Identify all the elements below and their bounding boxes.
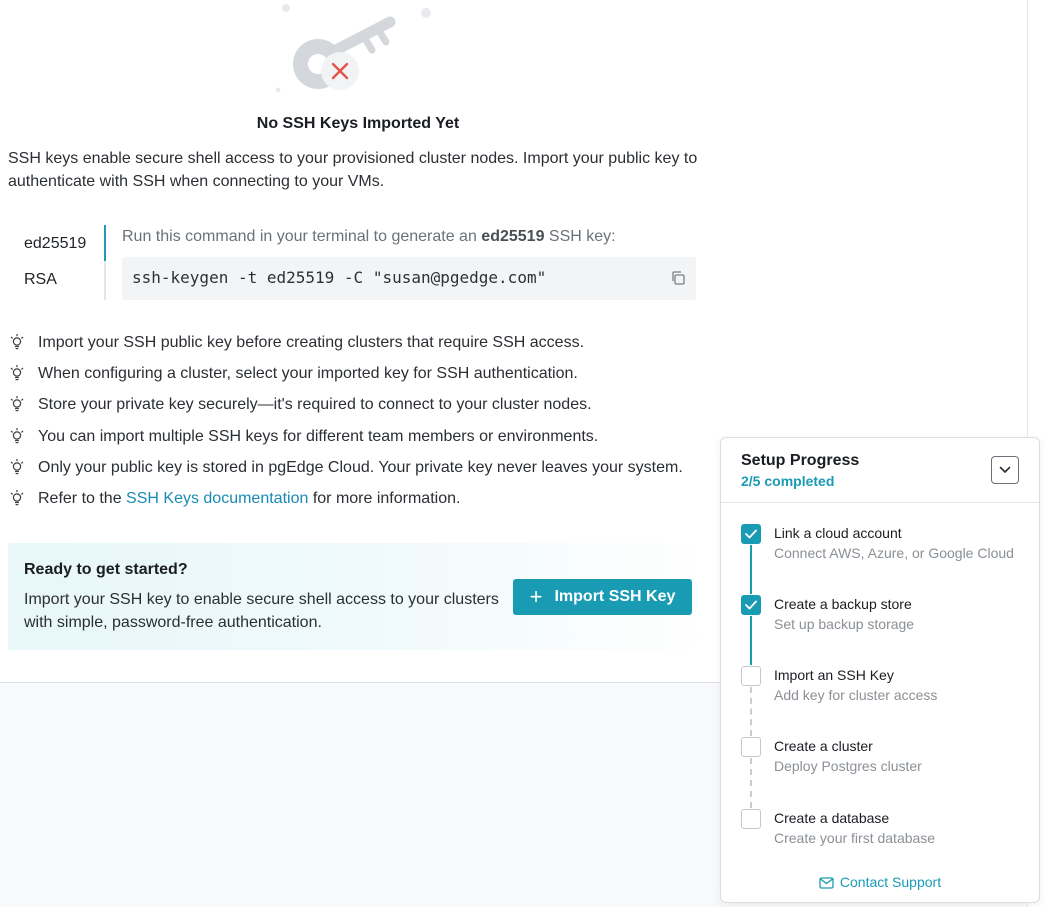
docs-tip-prefix: Refer to the xyxy=(38,489,127,507)
step-checkbox[interactable] xyxy=(741,809,761,829)
tip-item xyxy=(8,456,683,487)
tip-text: Store your private key securely—it's required to connect to your cluster nodes. xyxy=(38,396,592,414)
setup-step-import-ssh-key xyxy=(741,666,1031,706)
active-tab-indicator xyxy=(104,225,106,261)
tips-list xyxy=(8,331,683,518)
docs-tip-suffix: for more information. xyxy=(308,489,461,507)
lightbulb-icon xyxy=(10,365,24,381)
lightbulb-icon xyxy=(10,428,24,444)
setup-step-create-backup-store xyxy=(741,595,1031,635)
tab-rsa[interactable]: RSA xyxy=(24,271,57,288)
tip-item xyxy=(8,362,683,393)
setup-progress-title: Setup Progress xyxy=(741,452,860,469)
tab-indicator-rail xyxy=(104,225,106,300)
banner-body: Import your SSH key to enable secure shell access to your clusters with simple, password-free authentication. xyxy=(24,591,499,631)
contact-support-label: Contact Support xyxy=(839,874,942,890)
step-title: Import an SSH Key xyxy=(774,667,894,683)
import-button-label: Import SSH Key xyxy=(554,588,676,605)
tip-item xyxy=(8,331,683,362)
broken-key-illustration-icon xyxy=(270,0,440,100)
tip-text: When configuring a cluster, select your imported key for SSH authentication. xyxy=(38,365,578,383)
ssh-keys-docs-link[interactable]: SSH Keys documentation xyxy=(126,489,309,507)
step-title: Create a database xyxy=(774,810,890,826)
check-icon xyxy=(745,529,757,539)
mail-icon xyxy=(819,877,834,889)
step-title: Create a cluster xyxy=(774,738,873,754)
step-checkbox[interactable] xyxy=(741,595,761,615)
step-checkbox[interactable] xyxy=(741,737,761,757)
chevron-down-icon xyxy=(999,466,1011,474)
tab-ed25519[interactable]: ed25519 xyxy=(24,235,87,252)
step-checkbox[interactable] xyxy=(741,524,761,544)
contact-support-link[interactable] xyxy=(721,874,1039,890)
plus-icon: + xyxy=(529,584,543,609)
banner-title: Ready to get started? xyxy=(24,561,188,578)
tip-item-docs xyxy=(8,487,683,518)
lightbulb-icon xyxy=(10,396,24,412)
tip-text: Only your public key is stored in pgEdge Cloud. Your private key never leaves your system. xyxy=(38,458,683,476)
tip-text: You can import multiple SSH keys for different team members or environments. xyxy=(38,427,599,445)
step-title: Link a cloud account xyxy=(774,525,902,541)
check-icon xyxy=(745,600,757,610)
command-code[interactable]: ssh-keygen -t ed25519 -C "susan@pgedge.com" xyxy=(132,268,547,287)
command-hint-suffix: SSH key: xyxy=(544,228,616,245)
setup-step-create-cluster xyxy=(741,737,1031,777)
tip-text: Import your SSH public key before creating clusters that require SSH access. xyxy=(38,334,585,351)
step-title: Create a backup store xyxy=(774,596,912,612)
step-checkbox[interactable] xyxy=(741,666,761,686)
setup-step-link-cloud-account xyxy=(741,524,1031,564)
key-type-tabs xyxy=(8,225,106,300)
step-subtitle: Deploy Postgres cluster xyxy=(774,758,922,774)
tip-item xyxy=(8,393,683,424)
collapse-panel-button[interactable] xyxy=(991,456,1019,484)
step-subtitle: Connect AWS, Azure, or Google Cloud xyxy=(774,545,1014,561)
lightbulb-icon xyxy=(10,490,24,506)
step-subtitle: Set up backup storage xyxy=(774,616,915,632)
empty-state-title: No SSH Keys Imported Yet xyxy=(256,115,460,132)
step-subtitle: Create your first database xyxy=(774,830,936,846)
lightbulb-icon xyxy=(10,459,24,475)
lightbulb-icon xyxy=(10,334,24,350)
setup-progress-header xyxy=(721,438,1039,503)
command-hint-key: ed25519 xyxy=(481,228,545,245)
copy-icon[interactable] xyxy=(670,270,686,286)
setup-progress-count: 2/5 completed xyxy=(741,473,835,489)
import-ssh-key-button[interactable] xyxy=(513,579,692,615)
step-subtitle: Add key for cluster access xyxy=(774,687,938,703)
empty-state-description: SSH keys enable secure shell access to your provisioned cluster nodes. Import your public key to authenticate with SSH when connecting to your VMs. xyxy=(8,150,698,190)
command-hint-prefix: Run this command in your terminal to generate an xyxy=(122,228,482,245)
command-code-block xyxy=(122,257,696,300)
setup-progress-panel xyxy=(720,437,1040,903)
tip-item xyxy=(8,425,683,456)
get-started-banner xyxy=(8,543,718,650)
command-hint xyxy=(122,228,616,246)
setup-step-create-database xyxy=(741,809,1031,849)
